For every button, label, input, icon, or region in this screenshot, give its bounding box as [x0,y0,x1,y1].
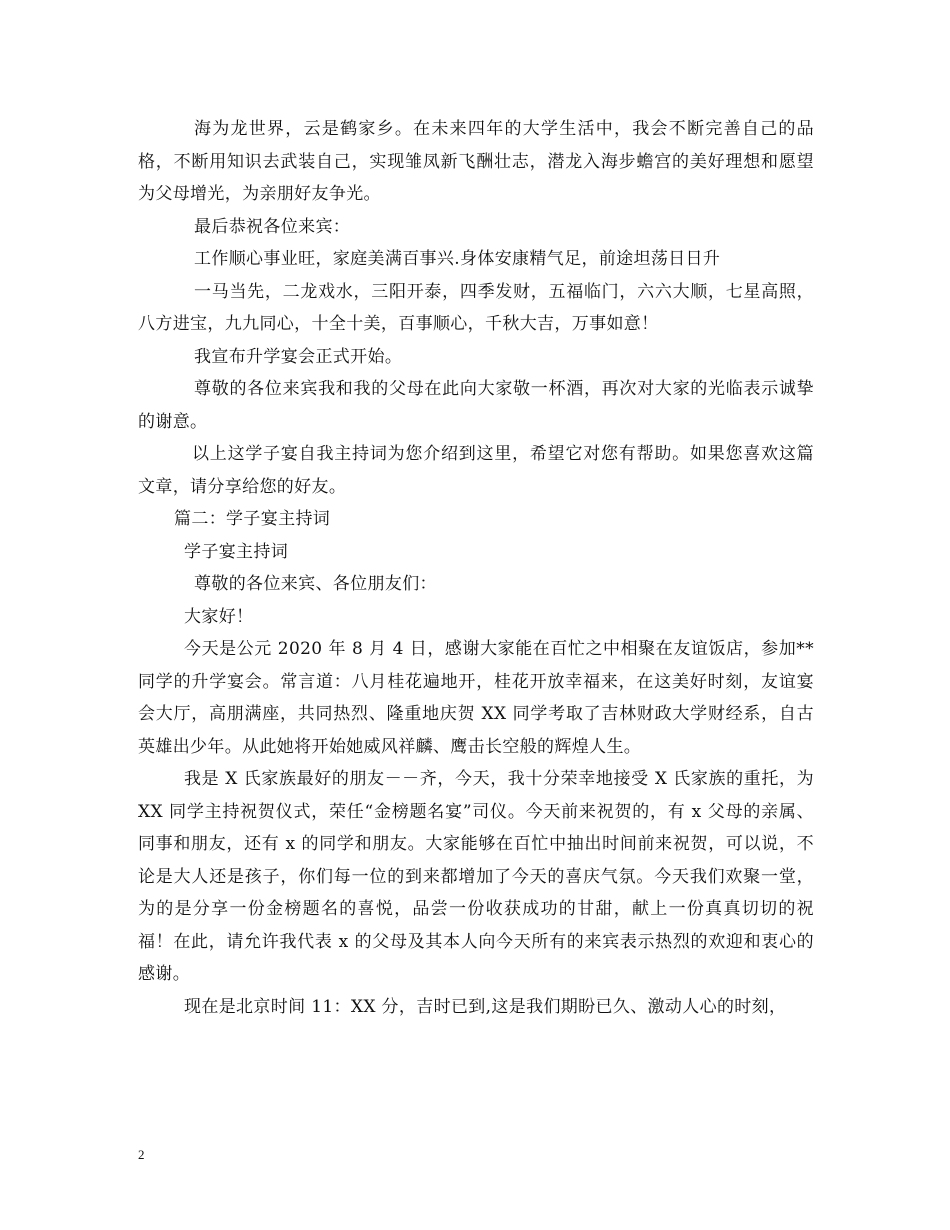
section-heading: 篇二：学子宴主持词 [174,509,331,529]
paragraph-toast: 尊敬的各位来宾我和我的父母在此向大家敬一杯酒，再次对大家的光临表示诚挚的谢意。 [138,379,814,432]
document-body [138,113,814,1023]
paragraph-work-wishes: 工作顺心事业旺，家庭美满百事兴.身体安康精气足，前途坦荡日日升 [194,249,721,269]
paragraph-hello: 大家好！ [184,606,254,627]
section-title: 学子宴主持词 [184,541,289,562]
paragraph-current-time: 现在是北京时间 11：XX 分，吉时已到,这是我们期盼已久、激动人心的时刻， [184,996,787,1017]
paragraph-number-blessings: 一马当先，二龙戏水，三阳开泰，四季发财，五福临门，六六大顺，七星高照，八方进宝，九九同心，十全十美，百事顺心，千秋大吉，万事如意！ [138,281,814,334]
paragraph-date-intro: 今天是公元 2020 年 8 月 4 日，感谢大家能在百忙之中相聚在友谊饭店，参加**同学的升学宴会。常言道：八月桂花遍地开，桂花开放幸福来，在这美好时刻，友谊宴会大厅，高朋满座，共同热烈、隆重地庆贺 XX 同学考取了吉林财政大学财经系，自古英雄出少年。从此她将开始她威风祥麟、鹰击长空般的辉煌人生。 [138,639,814,757]
paragraph-dragon-world: 海为龙世界，云是鹤家乡。在未来四年的大学生活中，我会不断完善自己的品格，不断用知识去武装自己，实现雏凤新飞酬壮志，潜龙入海步蟾宫的美好理想和愿望为父母增光，为亲朋好友争光。 [138,119,814,204]
paragraph-final-wishes: 最后恭祝各位来宾： [194,216,351,237]
paragraph-intro-summary: 以上这学子宴自我主持词为您介绍到这里，希望它对您有帮助。如果您喜欢这篇文章，请分享给您的好友。 [138,444,814,497]
page-number: 2 [138,1147,145,1162]
paragraph-greeting-guests: 尊敬的各位来宾、各位朋友们： [194,574,437,594]
paragraph-host-intro: 我是 X 氏家族最好的朋友－－齐，今天，我十分荣幸地接受 X 氏家族的重托，为 XX 同学主持祝贺仪式，荣任“金榜题名宴”司仪。今天前来祝贺的，有 x 父母的亲属、同事和朋友，还有 x 的同学和朋友。大家能够在百忙中抽出时间前来祝贺，可以说，不论是大人还是孩子，你们每一位的到来都增加了今天的喜庆气氛。今天我们欢聚一堂，为的是分享一份金榜题名的喜悦，品尝一份收获成功的甘甜，献上一份真真切切的祝福！在此，请允许我代表 x 的父母及其本人向今天所有的来宾表示热烈的欢迎和衷心的感谢。 [138,769,814,984]
paragraph-announce-start: 我宣布升学宴会正式开始。 [194,346,403,367]
